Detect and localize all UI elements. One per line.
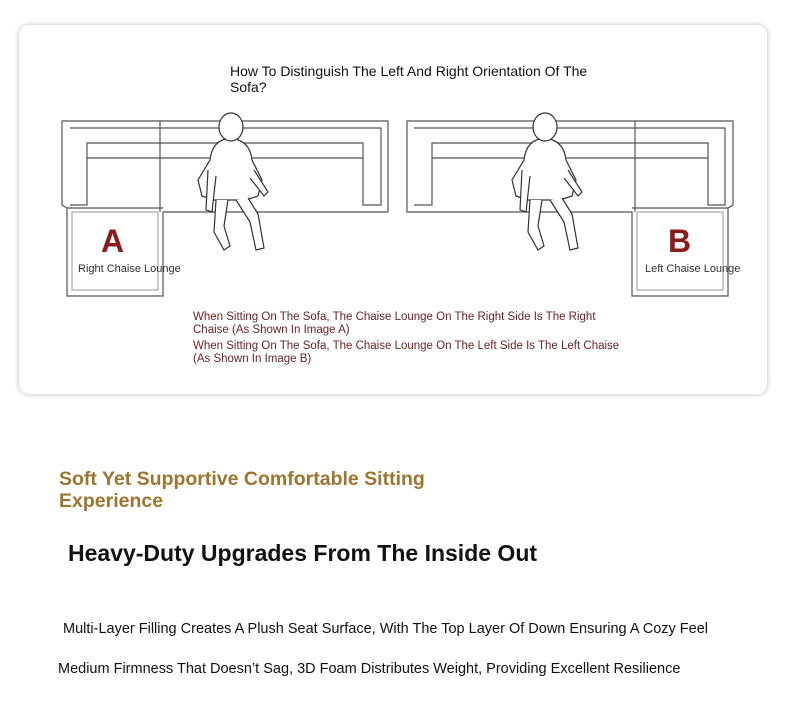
- right-chaise-label: Right Chaise Lounge: [78, 263, 181, 275]
- sofa-b-letter: B: [668, 223, 692, 259]
- diagram-title: How To Distinguish The Left And Right Orientation Of The Sofa?: [230, 63, 588, 95]
- note-right-chaise: When Sitting On The Sofa, The Chaise Lounge On The Right Side Is The Right Chaise (As Shown In Image A): [193, 311, 596, 336]
- sofa-a-letter: A: [101, 223, 125, 259]
- feature-line-filling: Multi-Layer Filling Creates A Plush Seat Surface, With The Top Layer Of Down Ensuring A Cozy Feel: [63, 621, 709, 637]
- left-chaise-label: Left Chaise Lounge: [645, 263, 741, 275]
- section-heading: Heavy-Duty Upgrades From The Inside Out: [68, 540, 538, 566]
- note-left-chaise: When Sitting On The Sofa, The Chaise Lounge On The Left Side Is The Left Chaise (As Shown In Image B): [193, 340, 620, 365]
- section-subtitle: Soft Yet Supportive Comfortable Sitting Experience: [59, 468, 425, 512]
- person-figure-b-icon: [512, 113, 582, 250]
- feature-line-firmness: Medium Firmness That Doesn’t Sag, 3D Foam Distributes Weight, Providing Excellent Resilience: [58, 661, 681, 677]
- person-figure-a-icon: [198, 113, 268, 250]
